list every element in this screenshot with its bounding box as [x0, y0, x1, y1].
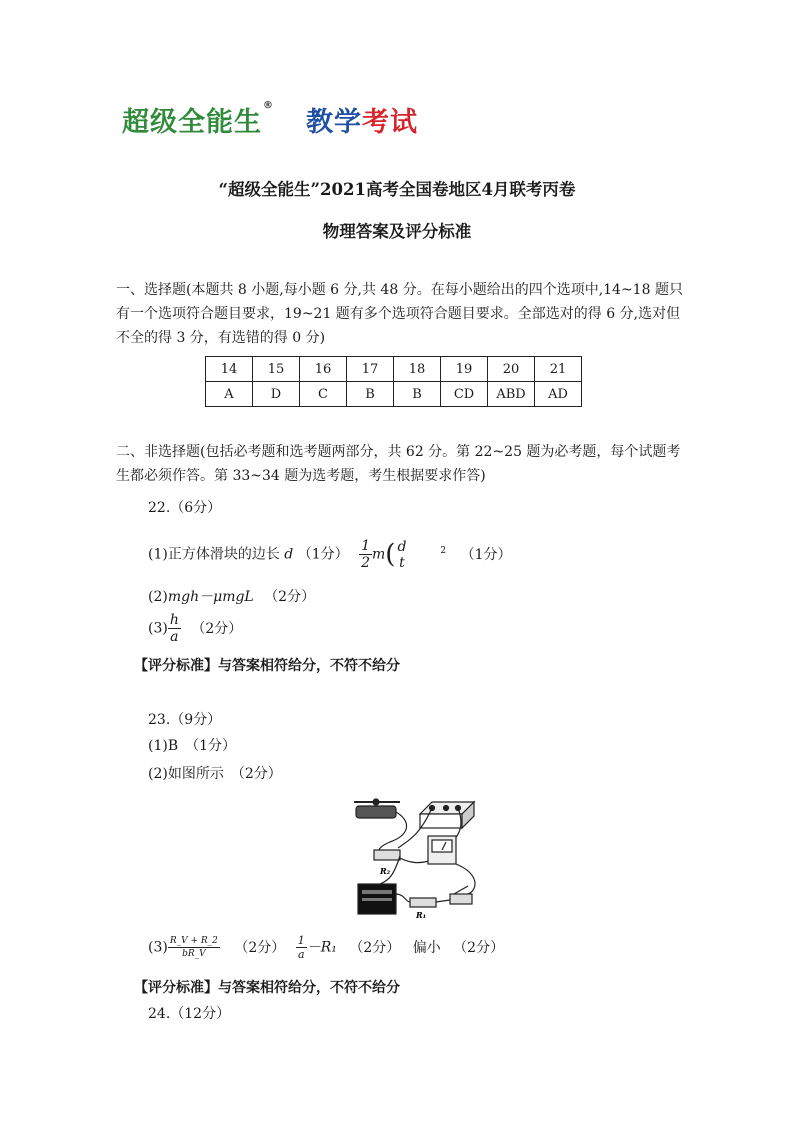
- q23-fraction-one-over-a: $\frac{1}{a}$: [297, 934, 305, 961]
- answer-table-answer-row: [206, 382, 582, 407]
- q22-fraction-h-over-a: $\frac{h}{a}$: [169, 612, 179, 645]
- section-choice-instructions: 一、选择题(本题共 8 小题,每小题 6 分,共 48 分。在每小题给出的四个选项中,14~18 题只有一个选项符合题目要求，19~21 题有多个选项符合题目要求。全部选对的得 6 分,选对但不全的得 3 分，有选错的得 0 分): [116, 282, 683, 346]
- resistor-r2-icon: [374, 850, 400, 860]
- answer-table-answer-cell: D: [253, 382, 300, 407]
- answer-table-question-cell: 16: [300, 357, 347, 382]
- answer-table-question-cell: 20: [488, 357, 535, 382]
- document-subtitle: 物理答案及评分标准: [322, 222, 472, 241]
- q23-part2: (2)如图所示 （2分）: [148, 766, 282, 782]
- answer-table-answer-cell: AD: [535, 382, 582, 407]
- q22-part1: (1)正方体滑块的边长 d （1分） $\frac{1}{2}$ m( d t $^2$ （1分）: [148, 538, 512, 571]
- logo-chaoji-quannengsheng: 超级全能生®: [122, 100, 274, 138]
- answer-table: [205, 356, 582, 407]
- resistor-r1-icon: [410, 898, 436, 907]
- circuit-diagram: [350, 794, 490, 922]
- q24-heading: 24.（12分）: [148, 1006, 231, 1022]
- q23-fraction-rv-r2: $\frac{R\_V + R\_2}{bR\_V}$: [169, 936, 218, 959]
- answer-table-question-cell: 18: [394, 357, 441, 382]
- q22-fraction-half: $\frac{1}{2}$: [361, 538, 371, 571]
- q22-rubric: 【评分标准】与答案相符给分，不符不给分: [134, 658, 400, 674]
- q23-heading: 23.（9分）: [148, 712, 222, 728]
- label-r1: R₁: [416, 910, 427, 920]
- answer-table-answer-cell: B: [394, 382, 441, 407]
- document-title: “超级全能生”2021高考全国卷地区4月联考丙卷: [218, 180, 576, 199]
- answer-table-answer-cell: A: [206, 382, 253, 407]
- answer-table-question-row: [206, 357, 582, 382]
- switch-icon: [450, 894, 472, 904]
- q22-part2: (2)mgh－μmgL （2分）: [148, 589, 316, 605]
- answer-table-answer-cell: CD: [441, 382, 488, 407]
- answer-table-question-cell: 15: [253, 357, 300, 382]
- answer-table-question-cell: 19: [441, 357, 488, 382]
- section-nonchoice-instructions: 二、非选择题(包括必考题和选考题两部分，共 62 分。第 22~25 题为必考题，每个试题考生都必须作答。第 33~34 题为选考题，考生根据要求作答): [116, 444, 681, 484]
- answer-table-question-cell: 14: [206, 357, 253, 382]
- rheostat-icon: [356, 806, 396, 818]
- q22-part3: (3) $\frac{h}{a}$ （2分）: [148, 612, 243, 645]
- answer-table-question-cell: 21: [535, 357, 582, 382]
- logo-jiaoxue-kaoshi: 教学考试: [306, 107, 418, 138]
- q23-part3: (3) $\frac{R\_V + R\_2}{bR\_V}$ （2分） $\frac{1}{a}$ －R₁ （2分） 偏小 （2分）: [148, 934, 505, 961]
- answer-table-answer-cell: C: [300, 382, 347, 407]
- answer-table-answer-cell: B: [347, 382, 394, 407]
- q22-fraction-d-over-t: d t: [397, 538, 407, 571]
- answer-table-question-cell: 17: [347, 357, 394, 382]
- q22-heading: 22.（6分）: [148, 500, 222, 516]
- answer-table-answer-cell: ABD: [488, 382, 535, 407]
- label-r2: R₂: [380, 866, 391, 876]
- q23-part1: (1)B （1分）: [148, 738, 237, 754]
- q23-rubric: 【评分标准】与答案相符给分，不符不给分: [134, 980, 400, 996]
